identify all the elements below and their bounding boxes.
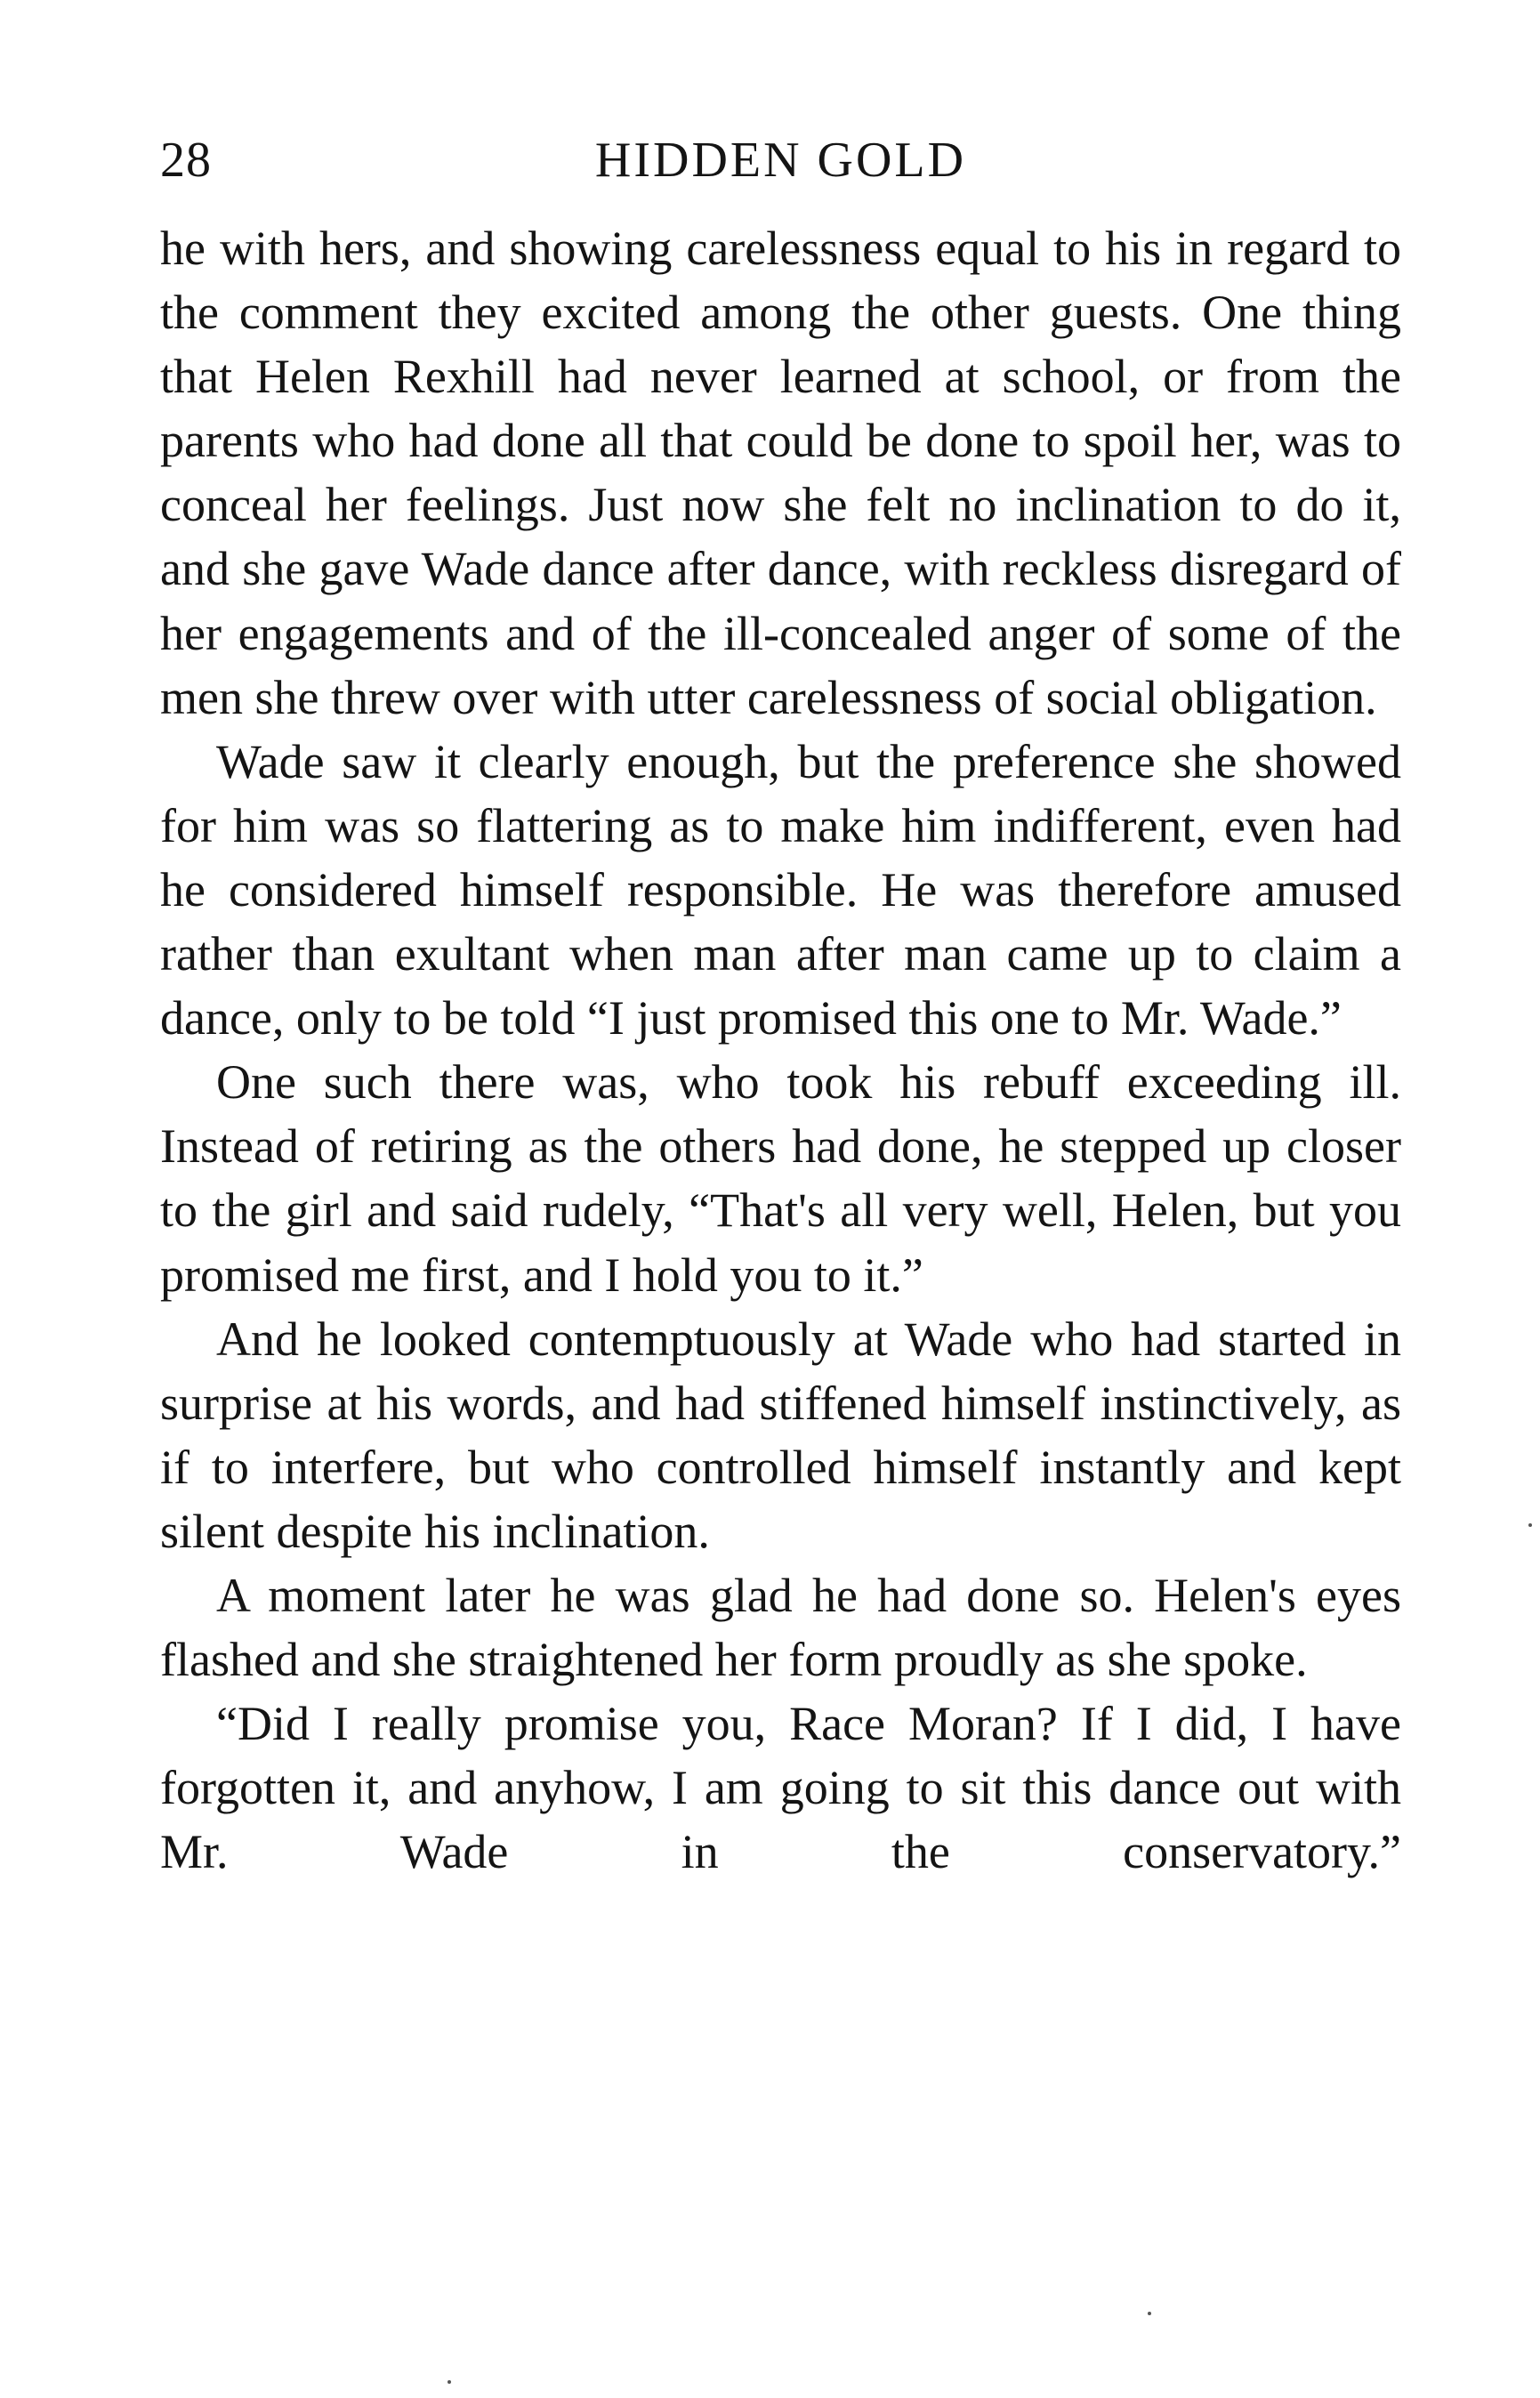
paragraph-2: Wade saw it clearly enough, but the preference she showed for him was so flattering as to make him indifferent, even had he considered himself responsible. He was therefore amused rather than exultant when man after man came up to claim a dance, only to be told “I just promised this one to Mr. Wade.” bbox=[160, 734, 1401, 1046]
paragraph-3: One such there was, who took his rebuff exceeding ill. Instead of retiring as the others had done, he stepped up closer to the girl and said rudely, “That's all very well, Helen, but you promised me first, and I hold you to it.” bbox=[160, 1055, 1401, 1302]
paragraph-4: And he looked contemptuously at Wade who had started in surprise at his words, and had stiffened himself instinctively, as if to interfere, but who controlled himself instantly and kept silent despite his inclination. bbox=[160, 1312, 1401, 1558]
paper-speck bbox=[1528, 1523, 1532, 1527]
running-head: HIDDEN GOLD bbox=[594, 133, 967, 188]
paper-speck bbox=[1148, 2312, 1151, 2315]
page-number: 28 bbox=[160, 133, 212, 188]
body-text bbox=[160, 216, 1401, 1884]
paper-speck bbox=[447, 2380, 451, 2384]
paragraph-6: “Did I really promise you, Race Moran? If I did, I have forgotten it, and anyhow, I am going to sit this dance out with Mr. Wade in the conservatory.” bbox=[160, 1697, 1401, 1879]
paragraph-1: he with hers, and showing carelessness equal to his in regard to the comment they excited among the other guests. One thing that Helen Rexhill had never learned at school, or from the parents who had done all that could be done to spoil her, was to conceal her feelings. Just now she felt no inclination to do it, and she gave Wade dance after dance, with reckless disregard of her engagements and of the ill-concealed anger of some of the men she threw over with utter carelessness of social obligation. bbox=[160, 222, 1401, 724]
page-header bbox=[160, 125, 1401, 196]
paragraph-5: A moment later he was glad he had done so. Helen's eyes flashed and she straightened her form proudly as she spoke. bbox=[160, 1568, 1401, 1687]
